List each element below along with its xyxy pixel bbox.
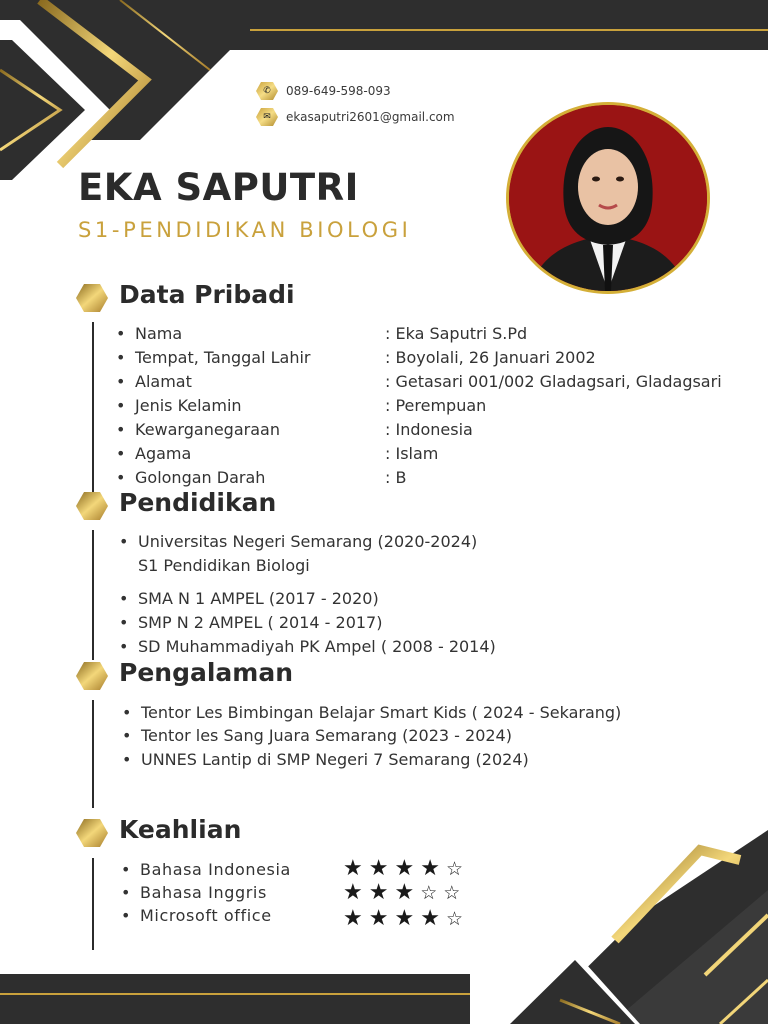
hexagon-icon — [76, 284, 108, 312]
personal-label: • Golongan Darah — [135, 468, 265, 487]
section-title-pengalaman: Pengalaman — [119, 658, 293, 687]
personal-label: • Nama — [135, 324, 182, 343]
section-title-pendidikan: Pendidikan — [119, 488, 277, 517]
hexagon-icon — [76, 662, 108, 690]
star-filled-icon: ★ — [368, 906, 395, 931]
experience-item: • Tentor les Sang Juara Semarang (2023 - 2024) — [141, 726, 512, 745]
star-empty-icon: ☆ — [443, 882, 467, 904]
star-filled-icon: ★ — [343, 880, 369, 905]
star-filled-icon: ★ — [394, 880, 421, 905]
skill-name: • Microsoft office — [140, 906, 272, 925]
skill-name: • Bahasa Inggris — [140, 883, 267, 902]
star-filled-icon: ★ — [394, 906, 421, 931]
education-item: • SMA N 1 AMPEL (2017 - 2020) — [138, 589, 379, 608]
phone-contact — [256, 82, 391, 100]
star-filled-icon: ★ — [343, 856, 369, 881]
email-address[interactable]: ekasaputri2601@gmail.com — [286, 110, 455, 124]
star-empty-icon: ☆ — [420, 882, 444, 904]
experience-item: • UNNES Lantip di SMP Negeri 7 Semarang (2024) — [141, 750, 529, 769]
section-title-data-pribadi: Data Pribadi — [119, 280, 295, 309]
envelope-icon: ✉ — [256, 108, 278, 126]
profile-photo — [506, 102, 710, 294]
degree-title: S1-PENDIDIKAN BIOLOGI — [78, 218, 412, 242]
personal-label: • Alamat — [135, 372, 192, 391]
skill-rating — [343, 880, 466, 905]
hexagon-icon — [76, 819, 108, 847]
star-filled-icon: ★ — [368, 880, 395, 905]
star-filled-icon: ★ — [420, 856, 446, 881]
personal-label: • Jenis Kelamin — [135, 396, 242, 415]
section-title-keahlian: Keahlian — [119, 815, 242, 844]
timeline-line — [92, 858, 94, 950]
skill-name: • Bahasa Indonesia — [140, 860, 291, 879]
phone-number[interactable]: 089-649-598-093 — [286, 84, 391, 98]
personal-value: : B — [385, 468, 407, 487]
personal-label: • Agama — [135, 444, 191, 463]
education-item: • SMP N 2 AMPEL ( 2014 - 2017) — [138, 613, 382, 632]
personal-value: : Boyolali, 26 Januari 2002 — [385, 348, 596, 367]
personal-value: : Eka Saputri S.Pd — [385, 324, 528, 343]
personal-value: : Islam — [385, 444, 439, 463]
star-empty-icon: ☆ — [445, 908, 469, 930]
hexagon-icon — [76, 492, 108, 520]
personal-value: : Indonesia — [385, 420, 473, 439]
email-contact — [256, 108, 455, 126]
timeline-line — [92, 322, 94, 492]
star-filled-icon: ★ — [394, 856, 421, 881]
education-item-detail: S1 Pendidikan Biologi — [138, 556, 310, 575]
education-item: • SD Muhammadiyah PK Ampel ( 2008 - 2014) — [138, 637, 496, 656]
personal-value: : Perempuan — [385, 396, 487, 415]
experience-item: • Tentor Les Bimbingan Belajar Smart Kids ( 2024 - Sekarang) — [141, 703, 621, 722]
timeline-line — [92, 700, 94, 808]
skill-rating — [343, 906, 469, 931]
personal-label: • Kewarganegaraan — [135, 420, 280, 439]
personal-label: • Tempat, Tanggal Lahir — [135, 348, 311, 367]
star-filled-icon: ★ — [343, 906, 369, 931]
timeline-line — [92, 530, 94, 660]
person-name: EKA SAPUTRI — [78, 166, 359, 209]
phone-icon: ✆ — [256, 82, 278, 100]
skill-rating — [343, 856, 469, 881]
star-filled-icon: ★ — [420, 906, 446, 931]
education-item: • Universitas Negeri Semarang (2020-2024) — [138, 532, 477, 551]
star-filled-icon: ★ — [368, 856, 395, 881]
personal-value: : Getasari 001/002 Gladagsari, Gladagsari — [385, 372, 722, 391]
star-empty-icon: ☆ — [445, 858, 469, 880]
